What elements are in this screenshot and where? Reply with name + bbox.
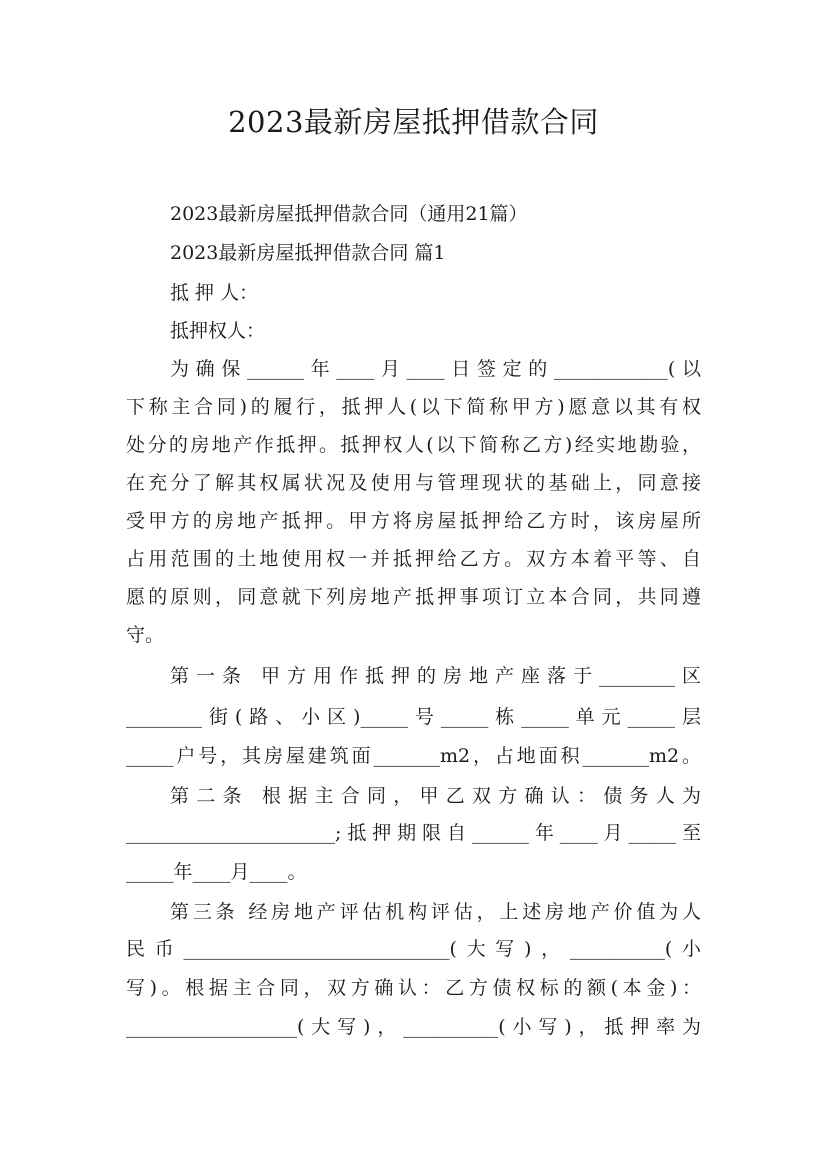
article-3-line: 第三条 经房地产评估机构评估，上述房地产价值为人: [170, 901, 701, 923]
paragraph-line: 处分的房地产作抵押。抵押权人(以下简称乙方)经实地勘验，: [126, 434, 701, 456]
paragraph-line: 下称主合同)的履行，抵押人(以下简称甲方)愿意以其有权: [126, 396, 701, 418]
document-title: 2023最新房屋抵押借款合同: [228, 105, 599, 139]
section-heading: 2023最新房屋抵押借款合同 篇1: [170, 242, 446, 264]
article-1-line: 第一条 甲方用作抵押的房地产座落于________区: [170, 665, 701, 687]
paragraph-line: 受甲方的房地产抵押。甲方将房屋抵押给乙方时，该房屋所: [126, 510, 701, 532]
article-3-line: 民币____________________________(大写)，__________(小: [126, 938, 701, 960]
subtitle-line: 2023最新房屋抵押借款合同（通用21篇）: [170, 203, 528, 225]
paragraph-line: 在充分了解其权属状况及使用与管理现状的基础上，同意接: [126, 472, 701, 494]
article-2-line: ______________________;抵押期限自______年____月_____至: [126, 822, 701, 844]
mortgagee-label: 抵押权人：: [170, 320, 266, 342]
article-1-line: _____户号，其房屋建筑面_______m2，占地面积_______m2。: [126, 745, 701, 767]
article-2-line: _____年____月____。: [126, 861, 307, 883]
article-2-line: 第二条 根据主合同，甲乙双方确认：债务人为: [170, 785, 701, 807]
paragraph-line: 愿的原则，同意就下列房地产抵押事项订立本合同，共同遵: [126, 586, 701, 608]
mortgagor-label: 抵 押 人：: [170, 282, 259, 304]
article-1-line: ________街(路、小区)_____号_____栋_____单元_____层: [126, 706, 701, 728]
article-3-line: __________________(大写)，__________(小写)，抵押率为: [126, 1016, 701, 1038]
paragraph-line: 为确保______年____月____日签定的____________(以: [170, 358, 701, 380]
paragraph-line: 守。: [126, 624, 165, 646]
paragraph-line: 占用范围的土地使用权一并抵押给乙方。双方本着平等、自: [126, 548, 701, 570]
article-3-line: 写)。根据主合同，双方确认：乙方债权标的额(本金)：: [126, 977, 701, 999]
